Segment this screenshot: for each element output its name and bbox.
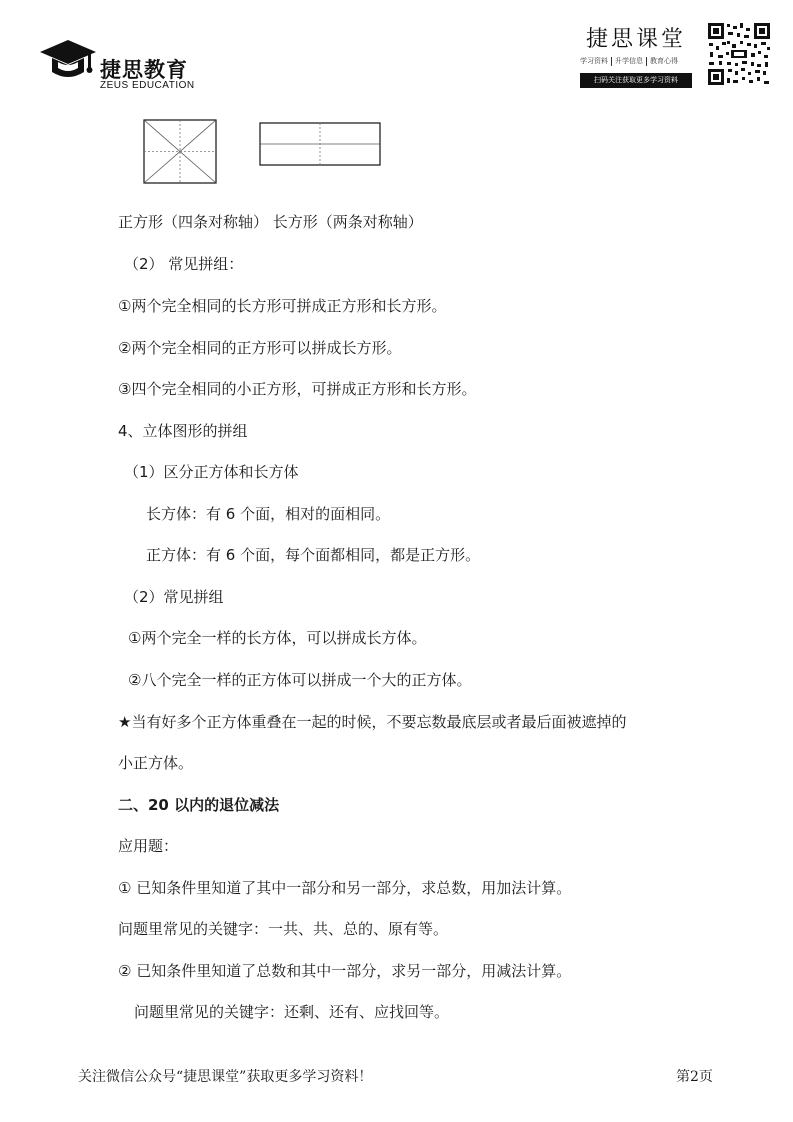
text-line: ②八个完全一样的正方体可以拼成一个大的正方体。: [128, 671, 472, 689]
brand-banner: 扫码关注获取更多学习资料: [580, 73, 692, 88]
text-line: ①两个完全一样的长方体，可以拼成长方体。: [128, 629, 427, 647]
footer-note: 关注微信公众号“捷思课堂”获取更多学习资料！: [78, 1069, 373, 1085]
graduation-cap-logo-icon: [38, 38, 98, 86]
text-line: ③四个完全相同的小正方形，可拼成正方形和长方形。: [118, 380, 477, 398]
symmetry-figures: [143, 119, 383, 189]
qr-code-icon[interactable]: [707, 22, 771, 86]
text-line: 长方体：有 6 个面，相对的面相同。: [146, 505, 391, 523]
figure-caption: 正方形（四条对称轴） 长方形（两条对称轴）: [118, 213, 423, 231]
page-number: 第2页: [676, 1069, 713, 1085]
text-line: （2）常见拼组: [124, 588, 224, 606]
brand-tag: 学习资料: [580, 57, 608, 65]
text-line: 问题里常见的关键字：还剩、还有、应找回等。: [134, 1003, 450, 1021]
logo-chinese-name: 捷思教育: [100, 58, 188, 82]
section-heading: 二、20 以内的退位减法: [118, 796, 280, 814]
rectangle-symmetry-axes-figure: [259, 122, 383, 168]
text-line: 小正方体。: [118, 754, 194, 772]
section-heading: 4、立体图形的拼组: [118, 422, 248, 440]
logo-english-name: ZEUS EDUCATION: [100, 80, 195, 91]
text-line: ★当有好多个正方体重叠在一起的时候，不要忘数最底层或者最后面被遮掉的: [118, 713, 627, 731]
company-logo: [38, 38, 218, 98]
brand-title: 捷思课堂: [586, 27, 687, 52]
brand-block: [580, 22, 695, 92]
text-line: 问题里常见的关键字：一共、共、总的、原有等。: [118, 920, 449, 938]
text-line: ①两个完全相同的长方形可拼成正方形和长方形。: [118, 297, 447, 315]
square-symmetry-axes-figure: [143, 119, 219, 185]
text-line: ②两个完全相同的正方形可以拼成长方形。: [118, 339, 402, 357]
text-line: 应用题：: [118, 837, 179, 855]
text-line: （2） 常见拼组：: [124, 255, 244, 273]
text-line: ① 已知条件里知道了其中一部分和另一部分，求总数，用加法计算。: [118, 879, 572, 897]
text-line: 正方体：有 6 个面，每个面都相同，都是正方形。: [146, 546, 481, 564]
brand-tag: 教育心得: [650, 57, 678, 65]
text-line: （1）区分正方体和长方体: [124, 463, 299, 481]
text-line: ② 已知条件里知道了总数和其中一部分，求另一部分，用减法计算。: [118, 962, 572, 980]
brand-tags: [580, 56, 678, 66]
brand-tag: 升学信息: [615, 57, 643, 65]
